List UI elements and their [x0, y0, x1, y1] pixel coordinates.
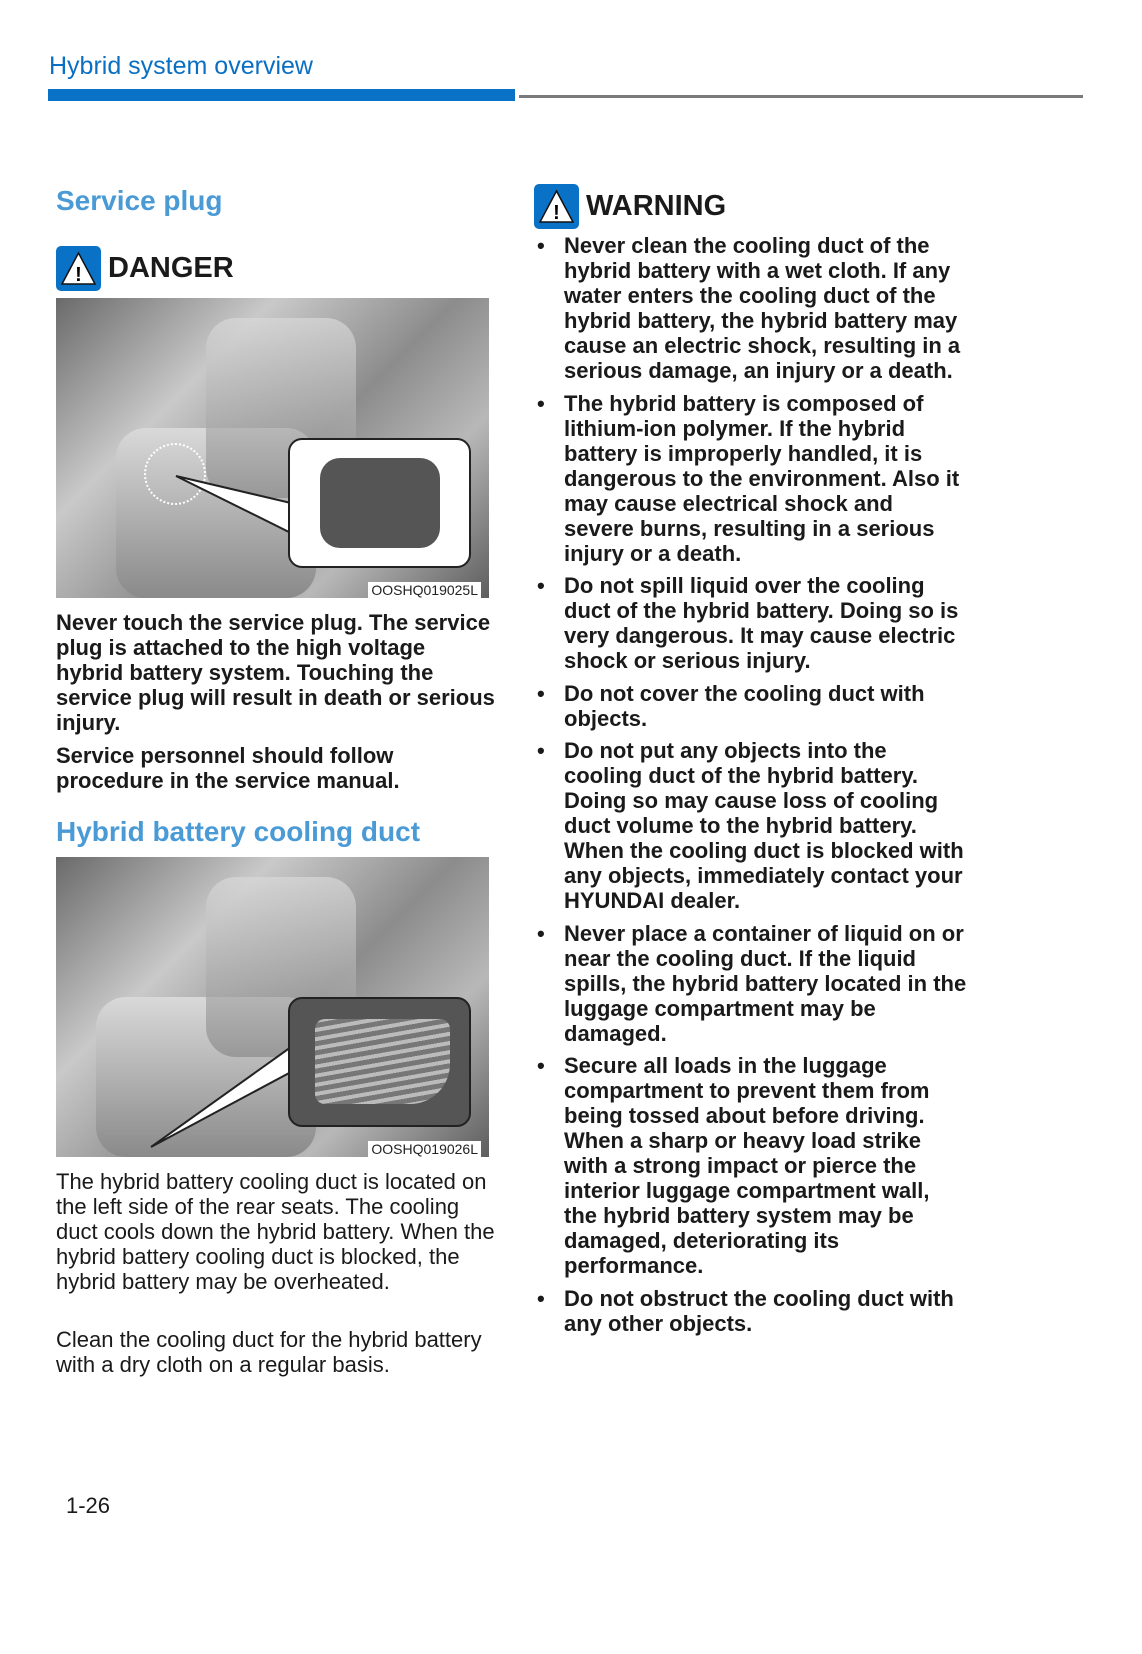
service-plug-image	[56, 298, 489, 598]
cooling-duct-text: The hybrid battery cooling duct is located on the left side of the rear seats. The cooling duct cools down the hybrid battery. When the hybrid battery cooling duct is blocked, the hybrid battery may be overheated.	[56, 1169, 495, 1294]
warning-item	[537, 681, 967, 731]
warning-item-text: Do not obstruct the cooling duct with any other objects.	[564, 1285, 954, 1336]
bullet: •	[537, 680, 545, 706]
image-code: OOSHQ019025L	[368, 582, 481, 598]
warning-item	[537, 1286, 967, 1336]
cooling-duct-text: Clean the cooling duct for the hybrid battery with a dry cloth on a regular basis.	[56, 1327, 482, 1377]
warning-item-text: Never clean the cooling duct of the hybrid battery with a wet cloth. If any water enters the cooling duct of the hybrid battery, the hybrid battery may cause an electric shock, resulting in a serious damage, an injury or a death.	[564, 233, 961, 383]
warning-triangle-icon	[534, 184, 579, 229]
warning-item	[537, 573, 967, 673]
bullet: •	[537, 1053, 545, 1078]
service-plug-heading: Service plug	[56, 185, 223, 216]
header-accent-bar	[48, 89, 515, 101]
warning-item	[537, 921, 967, 1046]
warning-text: WARNING	[586, 190, 727, 222]
image-code: OOSHQ019026L	[368, 1141, 481, 1157]
warning-item	[537, 233, 967, 383]
bullet: •	[537, 920, 545, 946]
warning-item-text: The hybrid battery is composed of lithium-ion polymer. If the hybrid battery is improperly handled, it is dangerous to the environment. Also it may cause electrical shock and severe burns, resulting in a serious injury or a death.	[564, 390, 960, 566]
warning-triangle-icon	[56, 246, 101, 291]
service-plug-text: Service personnel should follow procedure in the service manual.	[56, 743, 400, 793]
bullet: •	[537, 1285, 545, 1311]
warning-list	[537, 233, 967, 1343]
bullet: •	[537, 573, 545, 598]
warning-label	[534, 184, 726, 229]
warning-item	[537, 391, 967, 566]
page-number: 1-26	[66, 1493, 111, 1518]
bullet: •	[537, 738, 545, 763]
section-header: Hybrid system overview	[49, 52, 313, 80]
warning-item-text: Secure all loads in the luggage compartment to prevent them from being tossed about before driving. When a sharp or heavy load strike with a strong impact or pierce the interior luggage compartment wall, the hybrid battery system may be damaged, deteriorating its performance.	[564, 1053, 930, 1278]
service-plug-text: Never touch the service plug. The service plug is attached to the high voltage hybrid battery system. Touching the service plug will result in death or serious injury.	[56, 610, 495, 735]
svg-text:!: !	[75, 264, 82, 286]
cooling-duct-image	[56, 857, 489, 1157]
danger-text: DANGER	[108, 252, 234, 284]
bullet: •	[537, 233, 545, 258]
cooling-duct-heading: Hybrid battery cooling duct	[56, 816, 421, 847]
warning-item-text: Do not cover the cooling duct with objects.	[564, 680, 925, 731]
svg-text:!: !	[553, 202, 560, 224]
danger-label	[56, 246, 234, 291]
warning-item	[537, 1053, 967, 1278]
header-rule	[519, 95, 1083, 98]
warning-item-text: Do not spill liquid over the cooling duct of the hybrid battery. Doing so is very dangerous. It may cause electric shock or serious injury.	[564, 573, 959, 673]
warning-item-text: Never place a container of liquid on or near the cooling duct. If the liquid spills, the hybrid battery located in the luggage compartment may be damaged.	[564, 920, 967, 1046]
warning-item	[537, 738, 967, 913]
bullet: •	[537, 390, 545, 416]
warning-item-text: Do not put any objects into the cooling duct of the hybrid battery. Doing so may cause loss of cooling duct volume to the hybrid battery. When the cooling duct is blocked with any objects, immediately contact your HYUNDAI dealer.	[564, 738, 964, 913]
